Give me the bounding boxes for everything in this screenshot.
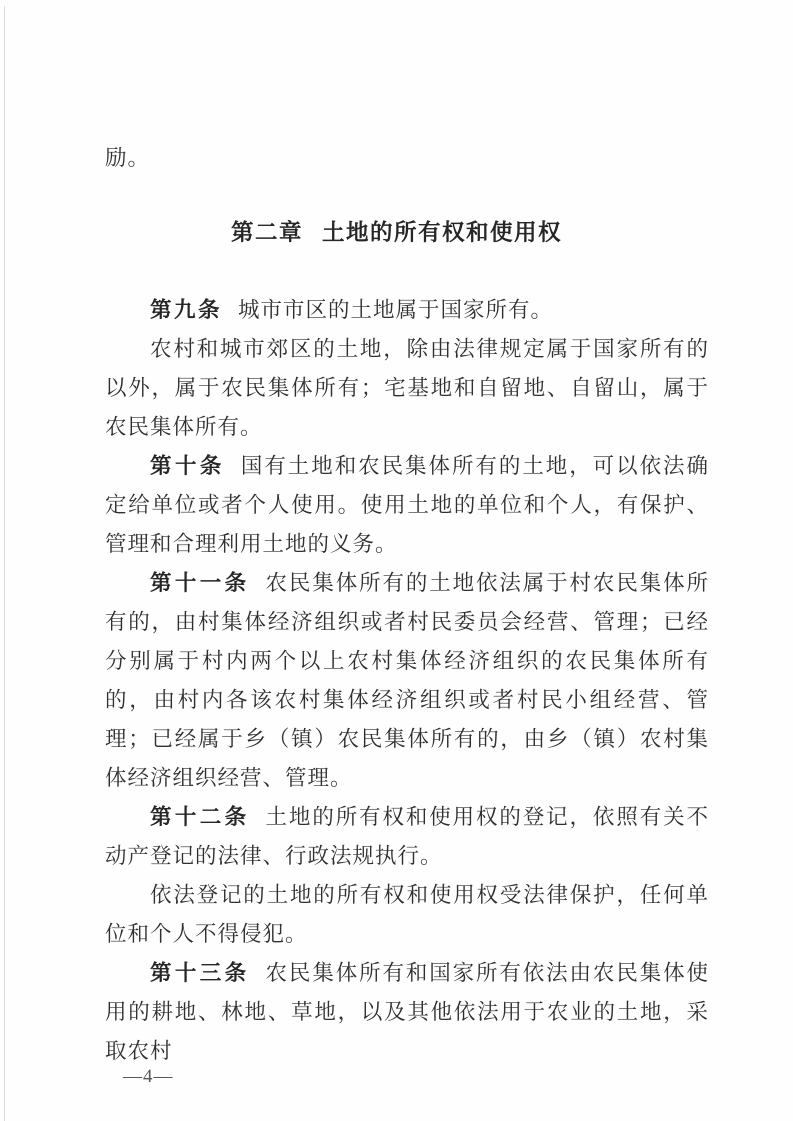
paragraph-text: 国有土地和农民集体所有的土地，可以依法确定给单位或者个人使用。使用土地的单位和个人，有保护、管理和合理利用土地的义务。	[105, 454, 709, 556]
chapter-heading	[0, 219, 793, 247]
law-paragraph	[105, 798, 709, 876]
page-number: —4—	[123, 1066, 174, 1087]
article-number: 第十条	[150, 454, 225, 478]
scan-edge-artifact	[4, 6, 5, 1121]
article-number: 第九条	[150, 298, 223, 322]
continuation-text: 励。	[105, 146, 151, 170]
law-paragraph	[105, 564, 709, 798]
paragraph-text: 农民集体所有的土地依法属于村农民集体所有的，由村集体经济组织或者村民委员会经营、管理；已经分别属于村内两个以上农村集体经济组织的农民集体所有的，由村内各该农村集体经济组织或者村民小组经营、管理；已经属于乡（镇）农民集体所有的，由乡（镇）农村集体经济组织经营、管理。	[105, 571, 709, 790]
paragraph-text: 城市市区的土地属于国家所有。	[238, 298, 554, 322]
law-paragraph	[105, 876, 709, 954]
chapter-number: 第二章	[230, 220, 303, 245]
article-number: 第十三条	[150, 961, 250, 985]
chapter-title: 土地的所有权和使用权	[322, 220, 563, 245]
paragraph-text: 农民集体所有和国家所有依法由农民集体使用的耕地、林地、草地，以及其他依法用于农业的土地，采取农村	[105, 961, 709, 1063]
paragraph-text: 依法登记的土地的所有权和使用权受法律保护，任何单位和个人不得侵犯。	[105, 883, 709, 946]
law-paragraph	[105, 954, 709, 1071]
law-paragraph	[105, 291, 709, 330]
paragraph-text: 农村和城市郊区的土地，除由法律规定属于国家所有的以外，属于农民集体所有；宅基地和自留地、自留山，属于农民集体所有。	[105, 337, 709, 439]
article-text-block	[105, 291, 709, 1071]
article-number: 第十二条	[150, 805, 250, 829]
law-paragraph	[105, 330, 709, 447]
article-number: 第十一条	[150, 571, 250, 595]
law-paragraph	[105, 447, 709, 564]
paragraph-text: 土地的所有权和使用权的登记，依照有关不动产登记的法律、行政法规执行。	[105, 805, 709, 868]
